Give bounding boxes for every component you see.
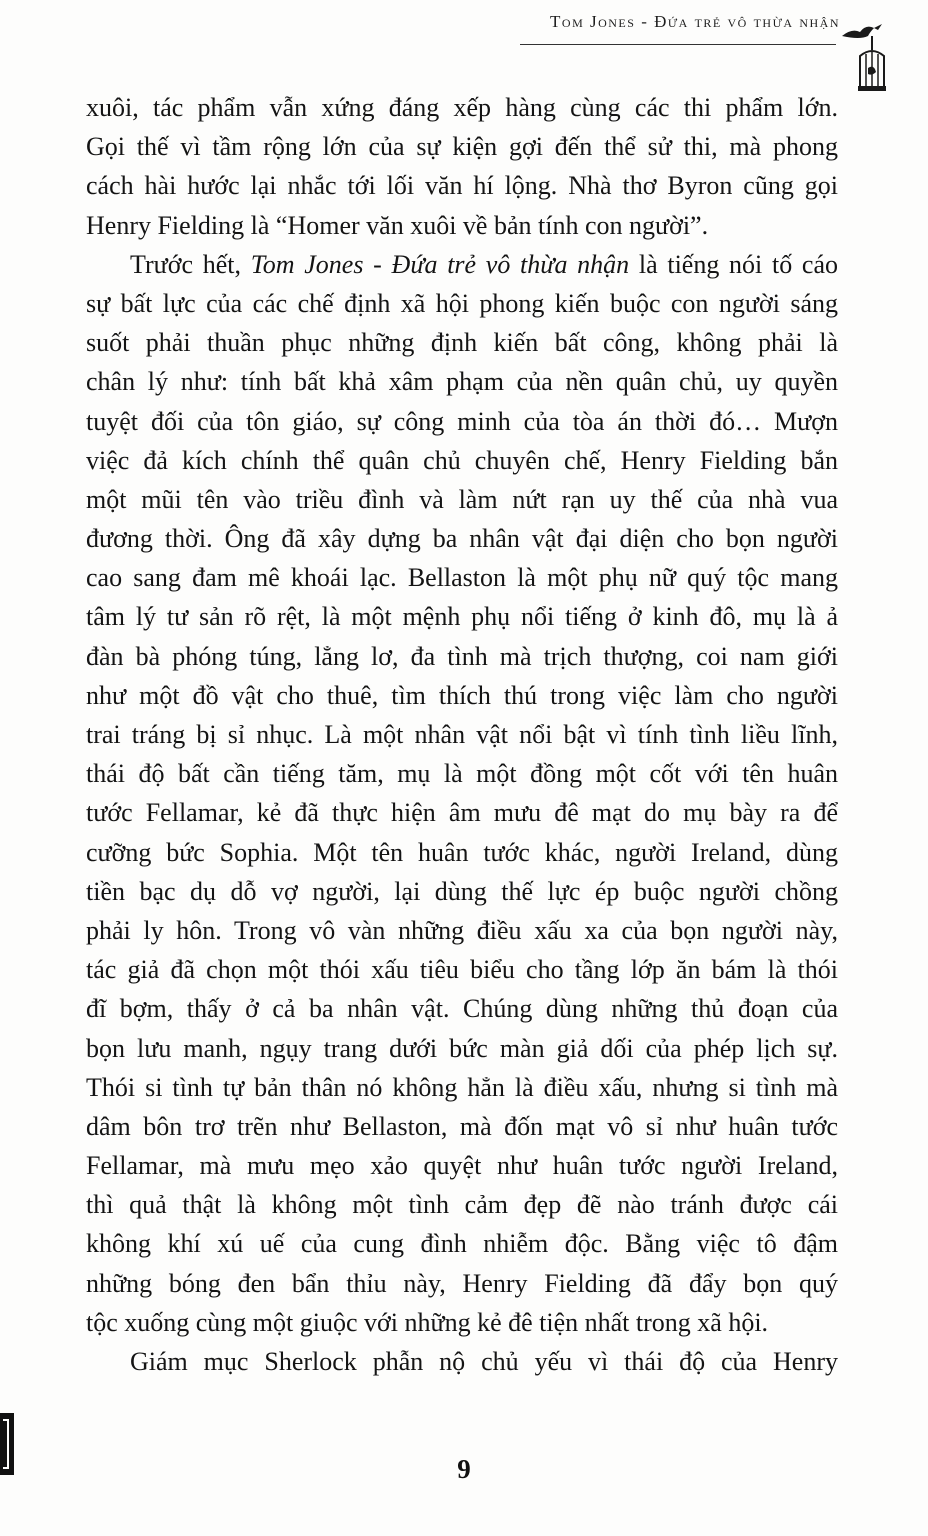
paragraph-opening-line — [86, 245, 838, 284]
text-line: tiền bạc dụ dỗ vợ người, lại dùng thế lực ép buộc người chồng — [86, 876, 838, 906]
text-line: đàn bà phóng túng, lẳng lơ, đa tình mà trịch thượng, coi nam giới — [86, 641, 838, 671]
text-line: bọn lưu manh, ngụy trang dưới bức màn giả dối của phép lịch sự. — [86, 1033, 838, 1063]
edge-tab-mark — [0, 1413, 14, 1475]
text-line: trai tráng bị sỉ nhục. Là một nhân vật nổi bật vì tính tình liều lĩnh, — [86, 720, 838, 749]
text-line: sự bất lực của các chế định xã hội phong kiến buộc con người sáng — [86, 288, 838, 318]
page-number: 9 — [457, 1454, 471, 1484]
body-text — [86, 88, 838, 1381]
paragraph-lead: Trước hết, — [130, 249, 251, 279]
text-line: như một đồ vật cho thuê, tìm thích thú trong việc làm cho người — [86, 680, 838, 710]
text-line: đương thời. Ông đã xây dựng ba nhân vật đại diện cho bọn người — [86, 524, 838, 554]
text-line: suốt phải thuần phục những định kiến bất công, không phải là — [86, 328, 838, 358]
text-line: chân lý như: tính bất khả xâm phạm của nền quân chủ, uy quyền — [86, 367, 838, 397]
text-line: xuôi, tác phẩm vẫn xứng đáng xếp hàng cùng các thi phẩm lớn. — [86, 93, 838, 122]
text-line: Gọi thế vì tầm rộng lớn của sự kiện gợi đến thể sử thi, mà phong — [86, 132, 838, 162]
text-line: dâm bôn trơ trẽn như Bellaston, mà đốn mạt vô sỉ như huân tước — [86, 1111, 838, 1141]
text-line: cưỡng bức Sophia. Một tên huân tước khác, người Ireland, dùng — [86, 837, 838, 867]
text-line: Henry Fielding là “Homer văn xuôi về bản tính con người”. — [86, 210, 709, 240]
text-line: phải ly hôn. Trong vô vàn những điều xấu xa của bọn người này, — [86, 915, 838, 945]
text-line: tước Fellamar, kẻ đã thực hiện âm mưu đê mạt do mụ bày ra để — [86, 798, 838, 828]
text-line: Giám mục Sherlock phẫn nộ chủ yếu vì thái độ của Henry — [130, 1347, 838, 1376]
text-line: một mũi tên vào triều đình và làm nứt rạn uy thế của nhà vua — [86, 484, 838, 514]
book-title-italic: Tom Jones - Đứa trẻ vô thừa nhận — [250, 249, 630, 279]
text-line: Fellamar, mà mưu mẹo xảo quyệt như huân tước người Ireland, — [86, 1151, 838, 1181]
running-header: Tom Jones - Đứa trẻ vô thừa nhận — [550, 12, 840, 31]
text-line: không khí xú uế của cung đình nhiễm độc. Bằng việc tô đậm — [86, 1229, 838, 1259]
text-line: thái độ bất cần tiếng tăm, mụ là một đồng một cốt với tên huân — [86, 759, 838, 789]
text-line: tác giả đã chọn một thói xấu tiêu biểu cho tầng lớp ăn bám là thói — [86, 955, 838, 985]
text-line: tuyệt đối của tôn giáo, sự công minh của tòa án thời đó… Mượn — [86, 406, 838, 436]
paragraph-lead-rest: là tiếng nói tố cáo — [629, 249, 838, 279]
text-line: cách hài hước lại nhắc tới lối văn hí lộng. Nhà thơ Byron cũng gọi — [86, 171, 838, 201]
text-line: đĩ bợm, thấy ở cả ba nhân vật. Chúng dùng những thủ đoạn của — [86, 994, 838, 1024]
text-line: tộc xuống cùng một giuộc với những kẻ đê tiện nhất trong xã hội. — [86, 1307, 769, 1337]
text-line: cao sang đam mê khoái lạc. Bellaston là một phụ nữ quý tộc mang — [86, 563, 838, 593]
header-rule — [520, 44, 836, 45]
birdcage-ornament-icon — [838, 6, 900, 96]
text-line: Thói si tình tự bản thân nó không hẳn là điều xấu, nhưng si tình mà — [86, 1072, 838, 1102]
text-line: việc đả kích chính thể quân chủ chuyên chế, Henry Fielding bắn — [86, 445, 838, 475]
text-line: thì quả thật là không một tình cảm đẹp đẽ nào tránh được cái — [86, 1190, 838, 1220]
text-line: những bóng đen bẩn thỉu này, Henry Fielding đã đẩy bọn quý — [86, 1268, 838, 1298]
text-line: tâm lý tư sản rõ rệt, là một mệnh phụ nổi tiếng ở kinh đô, mụ là ả — [86, 602, 838, 632]
edge-tab-mark-inner — [3, 1419, 9, 1469]
